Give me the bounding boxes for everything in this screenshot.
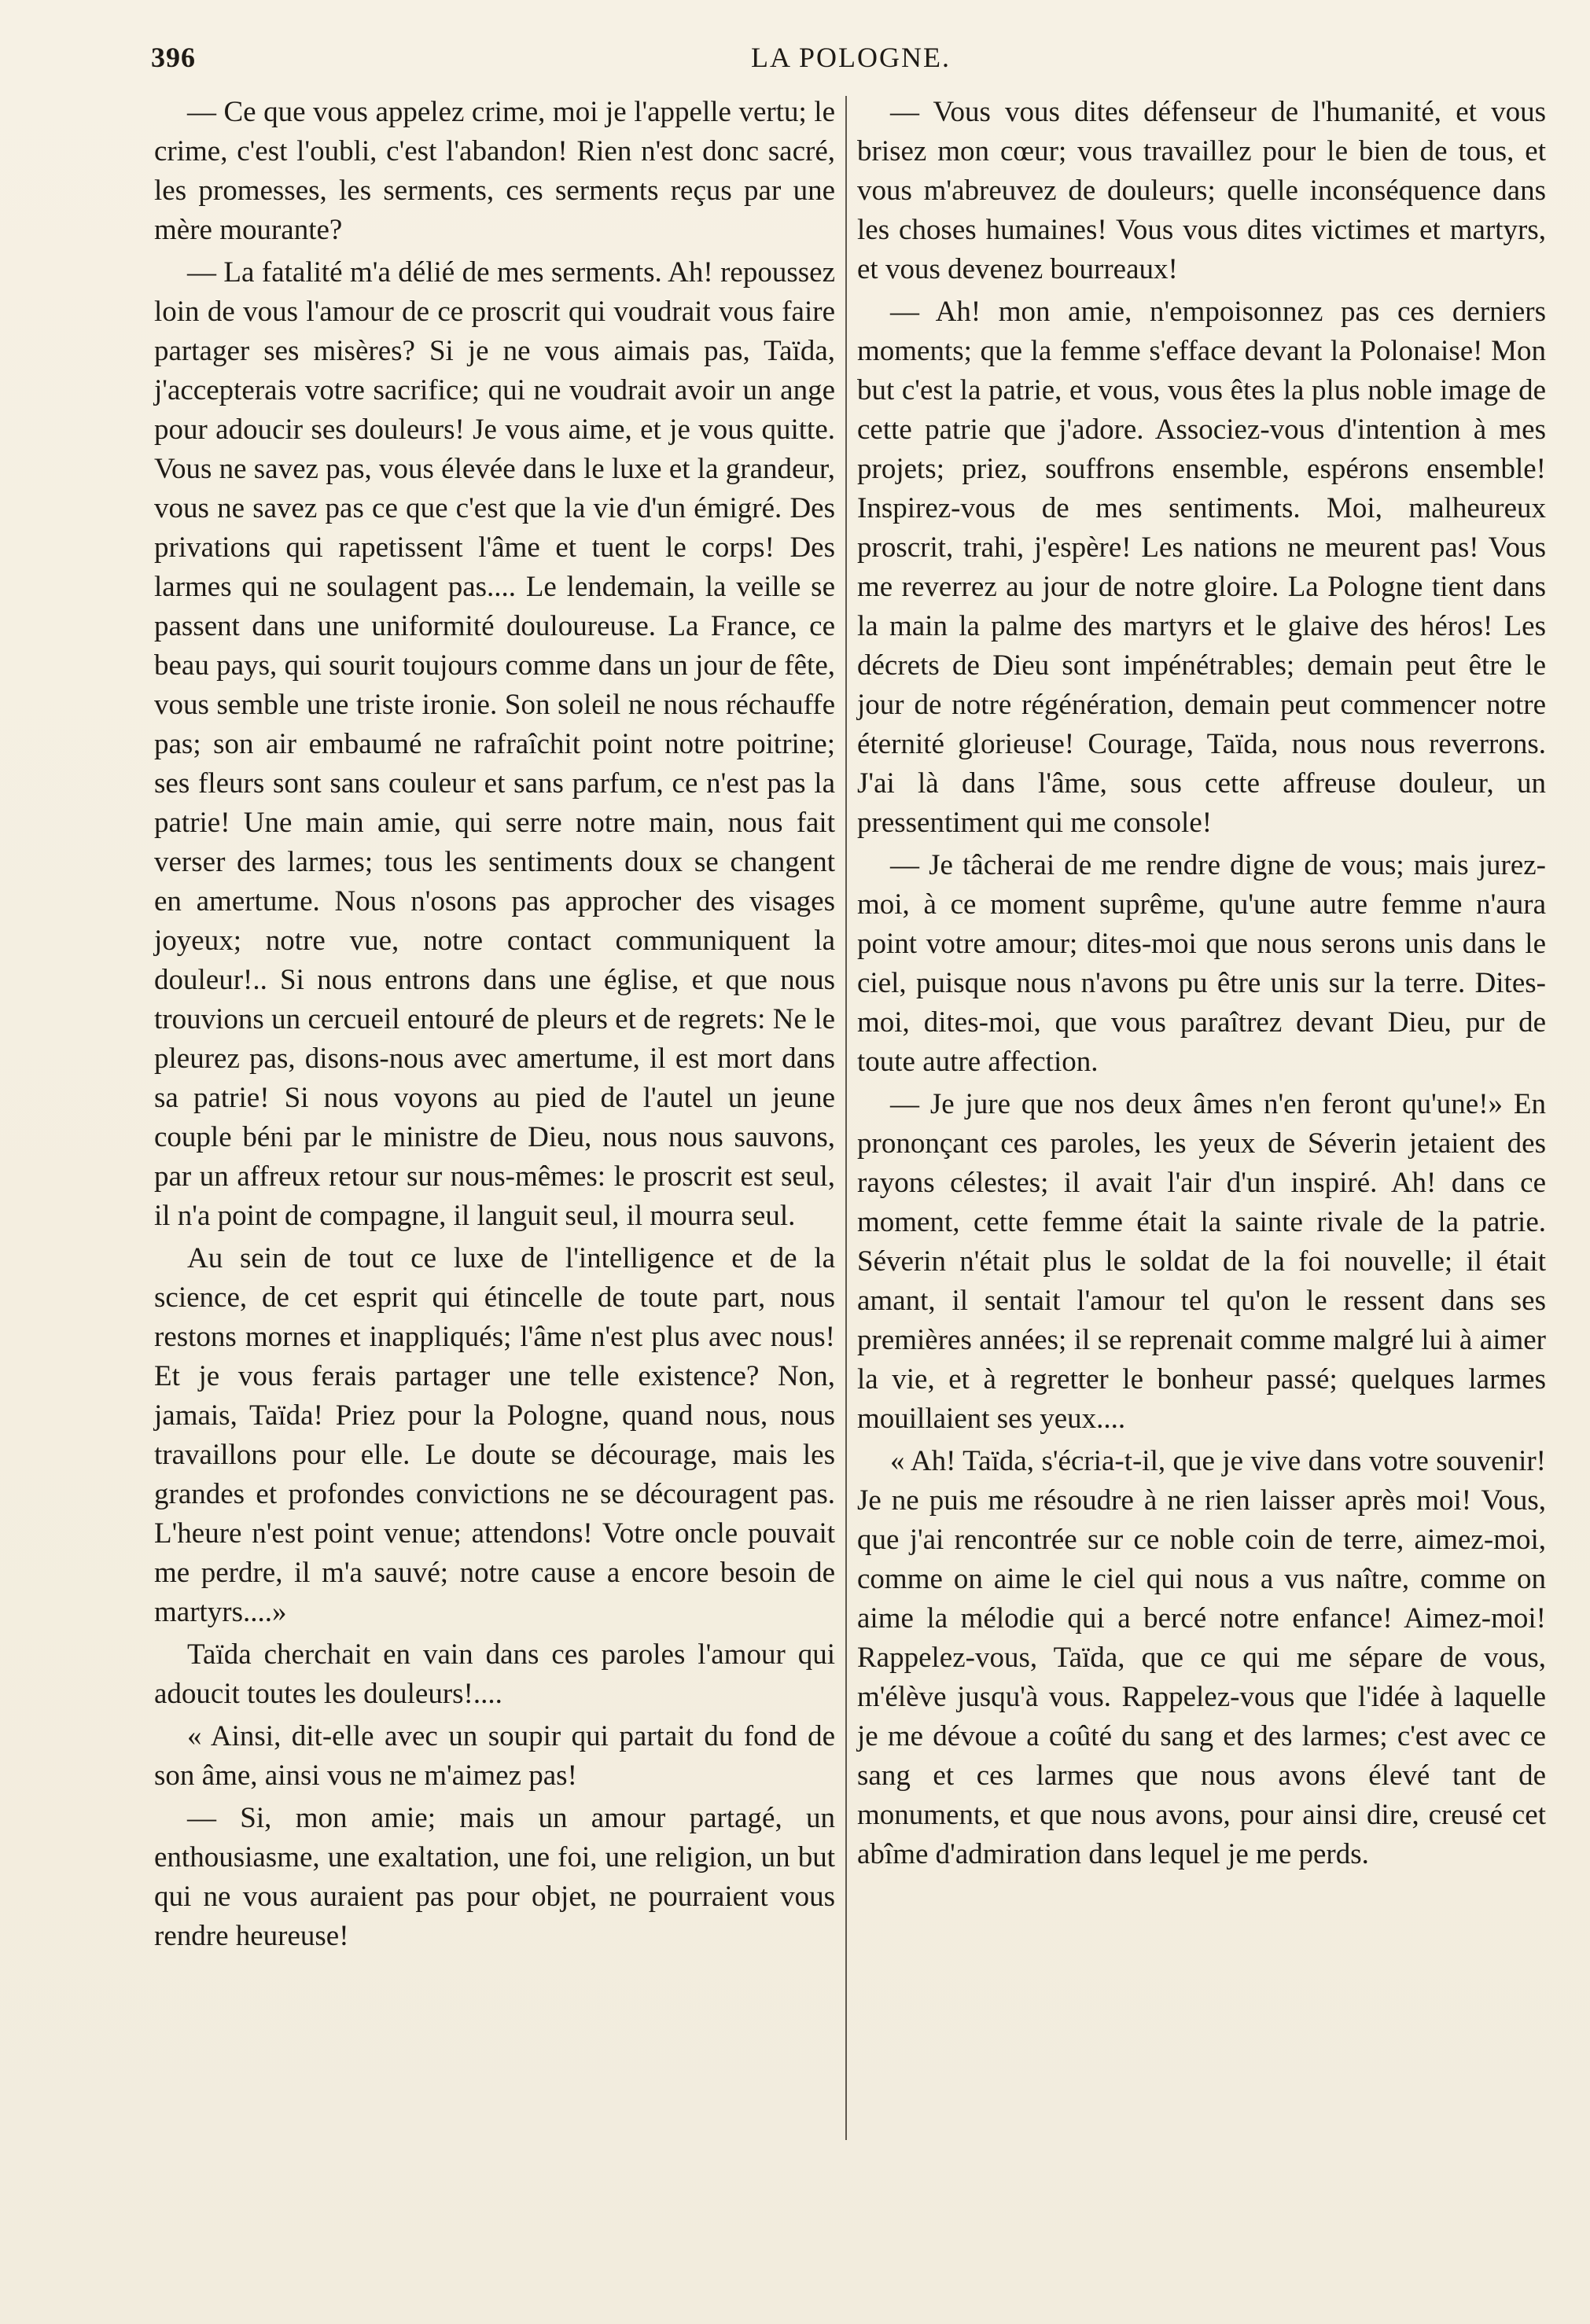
paragraph: « Ainsi, dit-elle avec un soupir qui partait du fond de son âme, ainsi vous ne m'aimez pas! (154, 1720, 835, 1792)
page-number: 396 (151, 42, 196, 73)
paragraph: — Vous vous dites défenseur de l'humanité, et vous brisez mon cœur; vous travaillez pour le bien de tous, et vous m'abreuvez de douleurs; quelle inconséquence dans les choses humaines! Vous vous dites victimes et martyrs, et vous devenez bourreaux! (857, 96, 1546, 285)
paragraph: — Ce que vous appelez crime, moi je l'appelle vertu; le crime, c'est l'oubli, c'est l'abandon! Rien n'est donc sacré, les promesses, les serments, ces serments reçus par une mère mourante? (154, 96, 835, 246)
paragraph: — Je tâcherai de me rendre digne de vous; mais jurez-moi, à ce moment suprême, qu'une autre femme n'aura point votre amour; dites-moi que nous serons unis dans le ciel, puisque nous n'avons pu être unis sur la terre. Dites-moi, dites-moi, que vous paraîtrez devant Dieu, pur de toute autre affection. (857, 849, 1546, 1078)
right-column (857, 93, 1546, 1877)
left-column (154, 93, 835, 1959)
paragraph: « Ah! Taïda, s'écria-t-il, que je vive dans votre souvenir! Je ne puis me résoudre à ne rien laisser après moi! Vous, que j'ai rencontrée sur ce noble coin de terre, aimez-moi, comme on aime le ciel qui nous a vus naître, comme on aime la mélodie qui a bercé notre enfance! Aimez-moi! Rappelez-vous, Taïda, que ce qui me sépare de vous, m'élève jusqu'à vous. Rappelez-vous que l'idée à laquelle je me dévoue a coûté du sang et des larmes; c'est avec ce sang et ces larmes que nous avons élevé tant de monuments, et que nous avons, pour ainsi dire, creusé cet abîme d'admiration dans lequel je me perds. (857, 1445, 1546, 1870)
running-title: LA POLOGNE. (751, 42, 951, 73)
column-divider (845, 96, 847, 2140)
page-header (151, 41, 1551, 88)
paragraph: Taïda cherchait en vain dans ces paroles l'amour qui adoucit toutes les douleurs!.... (154, 1638, 835, 1710)
paragraph: — Ah! mon amie, n'empoisonnez pas ces derniers moments; que la femme s'efface devant la Polonaise! Mon but c'est la patrie, et vous, vous êtes la plus noble image de cette patrie que j'adore. Associez-vous d'intention à mes projets; priez, souffrons ensemble, espérons ensemble! Inspirez-vous de mes sentiments. Moi, malheureux proscrit, trahi, j'espère! Les nations ne meurent pas! Vous me reverrez au jour de notre gloire. La Pologne tient dans la main la palme des martyrs et le glaive des héros! Les décrets de Dieu sont impénétrables; demain peut être le jour de notre régénération, demain peut commencer notre éternité glorieuse! Courage, Taïda, nous nous reverrons. J'ai là dans l'âme, sous cette affreuse douleur, un pressentiment qui me console! (857, 296, 1546, 839)
paragraph: — Si, mon amie; mais un amour partagé, un enthousiasme, une exaltation, une foi, une religion, un but qui ne vous auraient pas pour objet, ne pourraient vous rendre heureuse! (154, 1802, 835, 1952)
paragraph: Au sein de tout ce luxe de l'intelligence et de la science, de cet esprit qui étincelle de toute part, nous restons mornes et inappliqués; l'âme n'est plus avec nous! Et je vous ferais partager une telle existence? Non, jamais, Taïda! Priez pour la Pologne, quand nous, nous travaillons pour elle. Le doute se décourage, mais les grandes et profondes convictions ne se découragent pas. L'heure n'est point venue; attendons! Votre oncle pouvait me perdre, il m'a sauvé; notre cause a encore besoin de martyrs....» (154, 1242, 835, 1628)
paragraph: — Je jure que nos deux âmes n'en feront qu'une!» En prononçant ces paroles, les yeux de Séverin jetaient des rayons célestes; il avait l'air d'un inspiré. Ah! dans ce moment, cette femme était la sainte rivale de la patrie. Séverin n'était plus le soldat de la foi nouvelle; il était amant, il sentait l'amour tel qu'on le ressent dans ses premières années; il se reprenait comme malgré lui à aimer la vie, et à regretter le bonheur passé; quelques larmes mouillaient ses yeux.... (857, 1088, 1546, 1435)
paragraph: — La fatalité m'a délié de mes serments. Ah! repoussez loin de vous l'amour de ce proscrit qui voudrait vous faire partager ses misères? Si je ne vous aimais pas, Taïda, j'accepterais votre sacrifice; qui ne voudrait avoir un ange pour adoucir ses douleurs! Je vous aime, et je vous quitte. Vous ne savez pas, vous élevée dans le luxe et la grandeur, vous ne savez pas ce que c'est que la vie d'un émigré. Des privations qui rapetissent l'âme et tuent le corps! Des larmes qui ne soulagent pas.... Le lendemain, la veille se passent dans une uniformité douloureuse. La France, ce beau pays, qui sourit toujours comme dans un jour de fête, vous semble une triste ironie. Son soleil ne nous réchauffe pas; son air embaumé ne rafraîchit point notre poitrine; ses fleurs sont sans couleur et sans parfum, ce n'est pas la patrie! Une main amie, qui serre notre main, nous fait verser des larmes; tous les sentiments doux se changent en amertume. Nous n'osons pas approcher des visages joyeux; notre vue, notre contact communiquent la douleur!.. Si nous entrons dans une église, et que nous trouvions un cercueil entouré de pleurs et de regrets: Ne le pleurez pas, disons-nous avec amertume, il est mort dans sa patrie! Si nous voyons au pied de l'autel un jeune couple béni par le ministre de Dieu, nous nous sauvons, par un affreux retour sur nous-mêmes: le proscrit est seul, il n'a point de compagne, il languit seul, il mourra seul. (154, 256, 836, 1232)
